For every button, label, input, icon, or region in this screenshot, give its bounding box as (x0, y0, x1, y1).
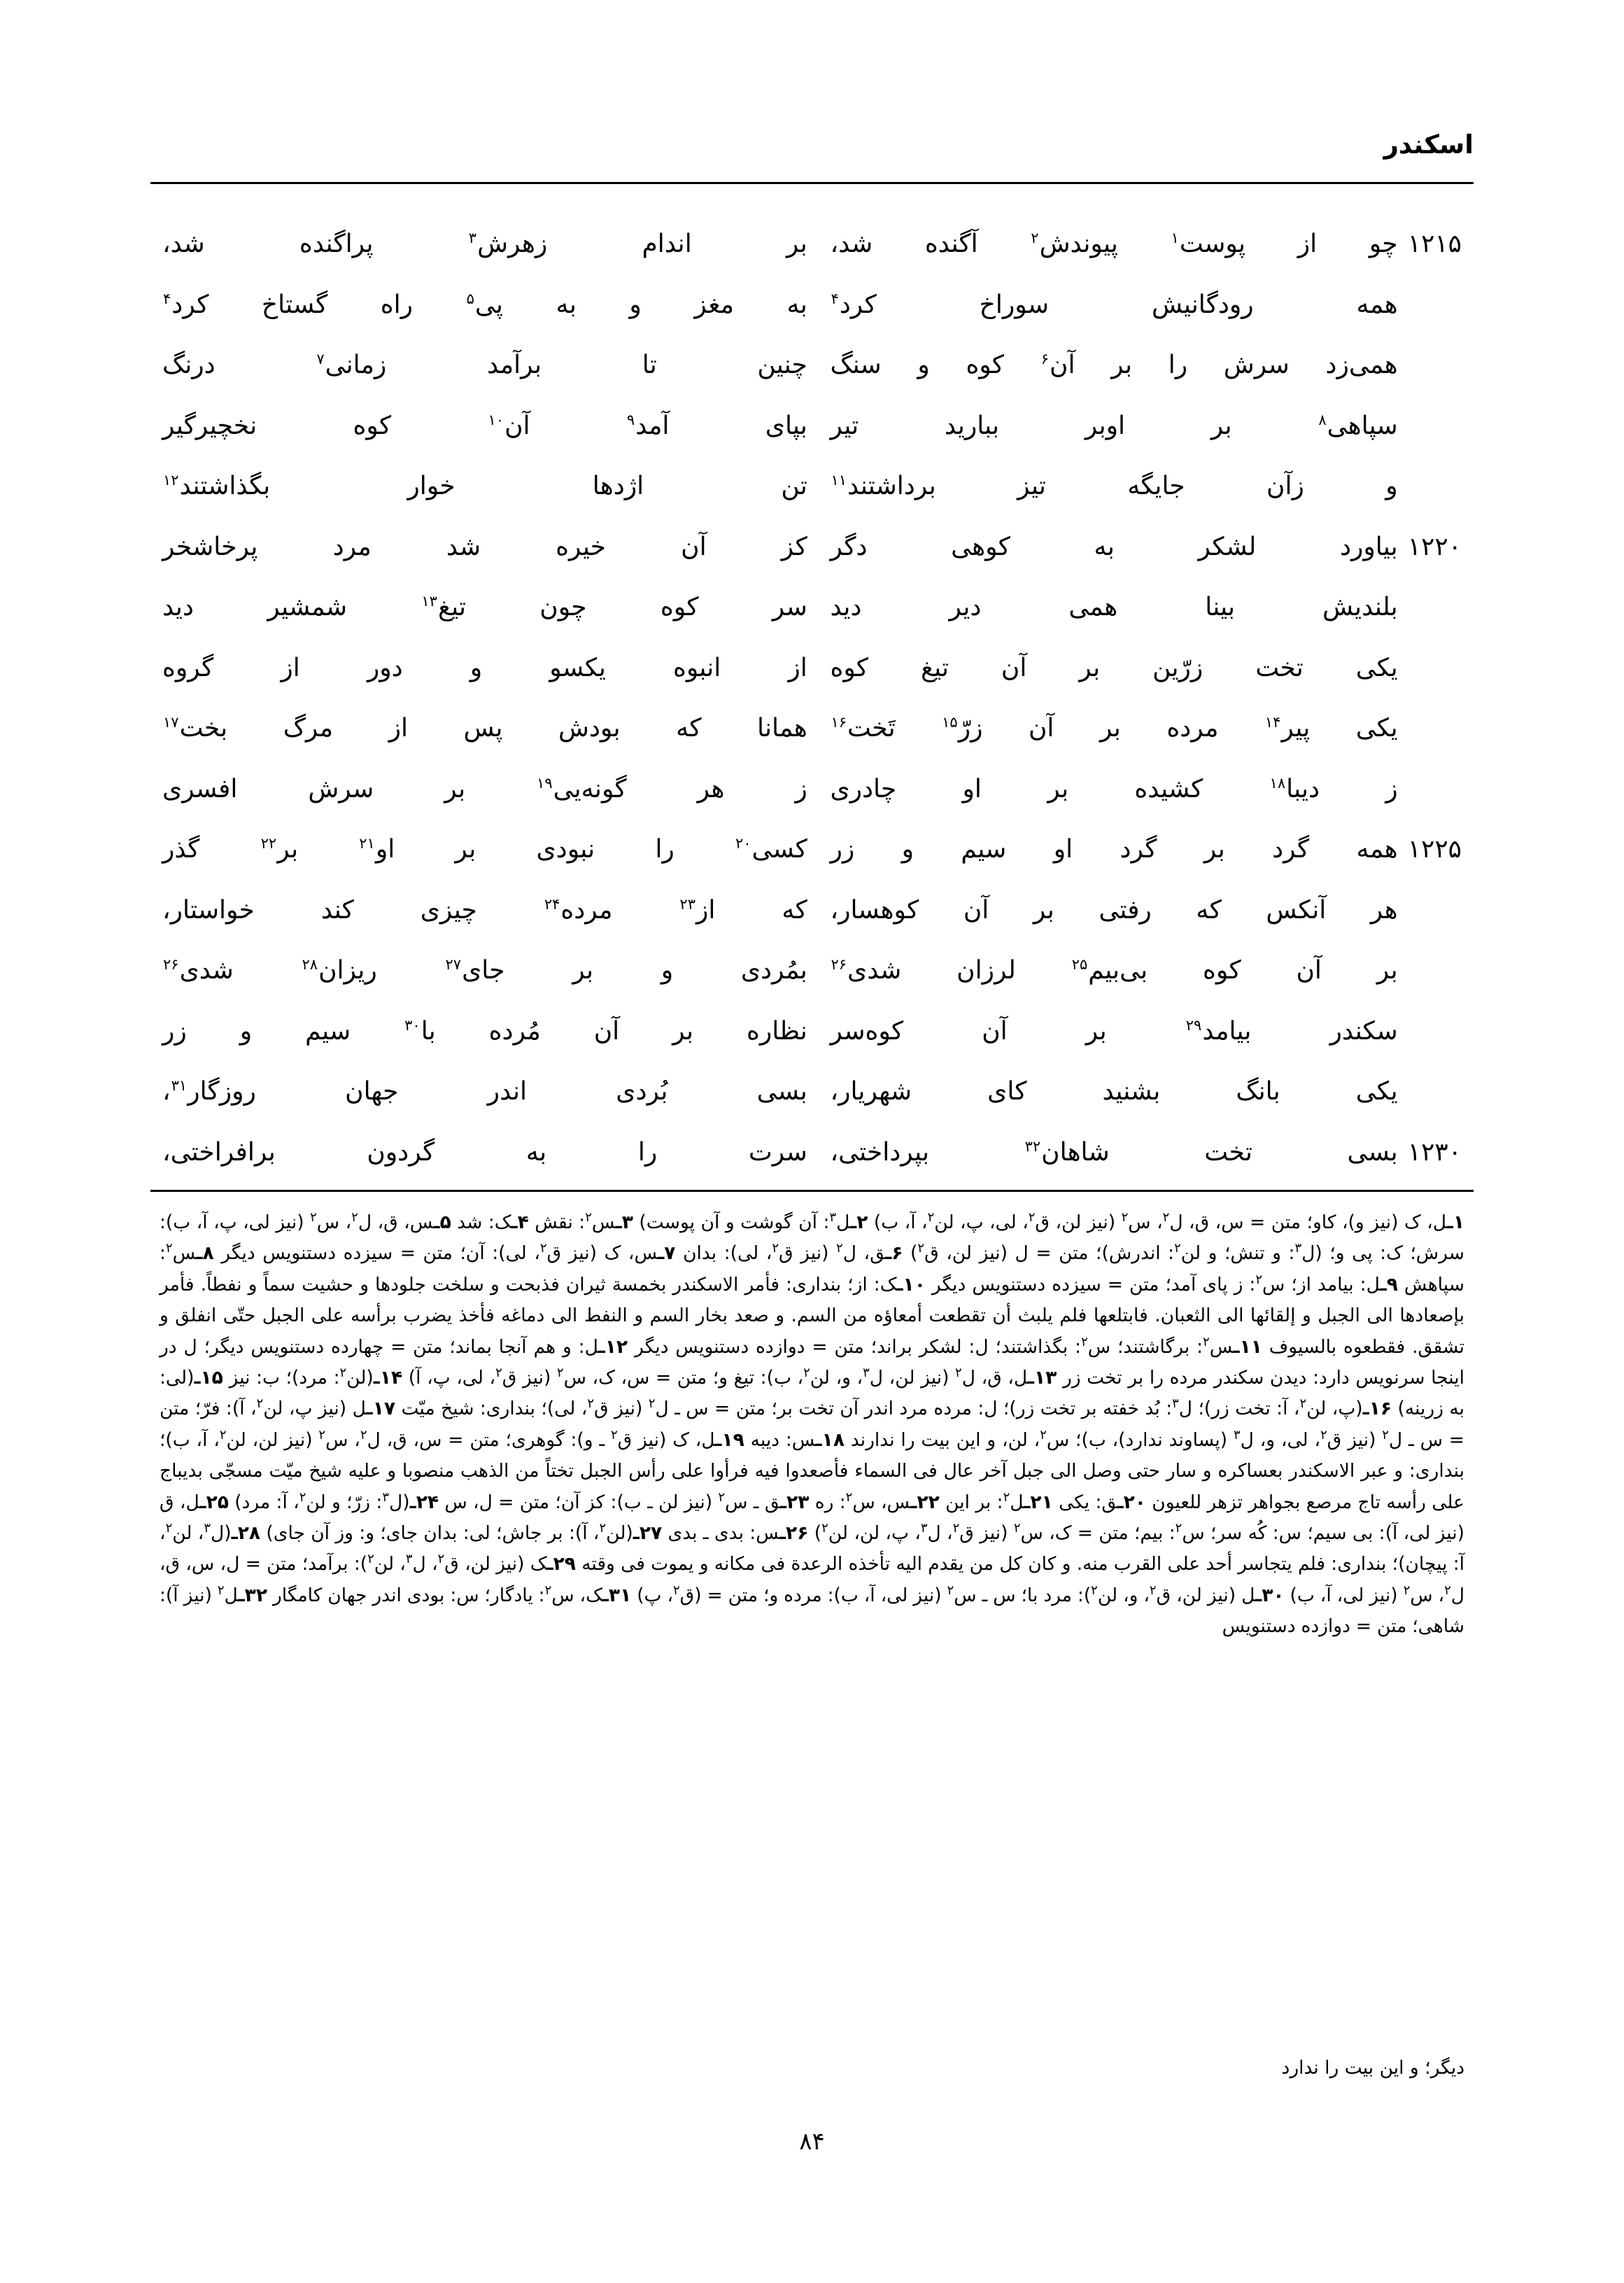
hemistich-right (819, 473, 1462, 500)
hemistich-text: ز دیبا$^{۱۸}$ کشیده بر او چادری (830, 774, 1398, 803)
header-rule (150, 182, 1474, 184)
hemistich-text: سکندر بیامد$^{۲۹}$ بر آن کوه‌سر (830, 1016, 1398, 1046)
verse-row (162, 473, 1462, 534)
hemistich-left (162, 715, 819, 742)
hemistich-left (162, 897, 819, 924)
hemistich-left (162, 292, 819, 318)
verse-row (162, 957, 1462, 1018)
verse-block (162, 230, 1462, 1167)
hemistich-text: و زآن جایگه تیز برداشتند$^{۱۱}$ (831, 472, 1398, 500)
hemistich-text: به مغز و به پی$^۵$ راه گستاخ کرد$^۴$ (163, 290, 807, 319)
hemistich-right (819, 836, 1462, 863)
hemistich-text: بمُردی و بر جای$^{۲۷}$ ریزان$^{۲۸}$ شدی$^{۲۶}$ (163, 956, 807, 985)
hemistich-right (819, 1079, 1462, 1105)
verse-number: ۱۲۲۵ (1407, 835, 1462, 864)
hemistich-text: سرت را به گردون برافراختی، (162, 1137, 807, 1167)
hemistich-left (162, 1139, 819, 1166)
hemistich-text: سر کوه چون تیغ$^{۱۳}$ شمشیر دید (162, 593, 807, 621)
verse-row (162, 776, 1462, 837)
hemistich-text: بر آن کوه بی‌بیم$^{۲۵}$ لرزان شدی$^{۲۶}$ (831, 956, 1398, 985)
hemistich-text: بلندیش بینا همی دیر دید (830, 593, 1398, 621)
verse-number: ۱۲۳۰ (1407, 1137, 1462, 1167)
hemistich-right (819, 1018, 1462, 1045)
verse-row (162, 1079, 1462, 1139)
hemistich-text: نظاره بر آن مُرده با$^{۳۰}$ سیم و زر (162, 1016, 807, 1046)
verse-row (162, 655, 1462, 716)
hemistich-left (162, 655, 819, 682)
hemistich-left (162, 836, 819, 863)
hemistich-left (162, 957, 819, 984)
hemistich-right (819, 655, 1462, 682)
hemistich-right (819, 715, 1462, 742)
hemistich-left (162, 776, 819, 803)
hemistich-right (819, 534, 1462, 561)
hemistich-text: یکی بانگ بشنید کای شهریار، (830, 1077, 1398, 1106)
hemistich-text: چنین تا برآمد زمانی$^۷$ درنگ (162, 351, 807, 379)
verse-row (162, 413, 1462, 474)
hemistich-left (162, 473, 819, 500)
verse-row (162, 897, 1462, 958)
verse-row (162, 292, 1462, 353)
hemistich-text: همه گرد بر گرد او سیم و زر (830, 835, 1398, 864)
hemistich-left (162, 413, 819, 440)
page-header (150, 129, 1474, 195)
hemistich-right (819, 292, 1462, 318)
hemistich-left (162, 231, 819, 258)
verse-number: ۱۲۲۰ (1407, 532, 1462, 561)
hemistich-right (819, 957, 1462, 984)
hemistich-left (162, 1018, 819, 1045)
hemistich-text: هر آنکس که رفتی بر آن کوهسار، (830, 895, 1398, 925)
verse-number: ۱۲۱۵ (1407, 230, 1462, 258)
hemistich-text: بر اندام زهرش$^۳$ پراگنده شد، (162, 230, 807, 258)
verse-row (162, 231, 1462, 292)
verse-row (162, 715, 1462, 776)
hemistich-text: ز هر گونه‌یی$^{۱۹}$ بر سرش افسری (162, 774, 807, 803)
hemistich-right (819, 776, 1462, 803)
hemistich-right (819, 231, 1462, 258)
hemistich-text: همی‌زد سرش را بر آن$^۶$ کوه و سنگ (830, 351, 1398, 379)
hemistich-right (819, 413, 1462, 440)
hemistich-left (162, 594, 819, 621)
hemistich-text: از انبوه یکسو و دور از گروه (162, 653, 807, 682)
hemistich-text: تن اژدها خوار بگذاشتند$^{۱۲}$ (163, 472, 807, 500)
hemistich-text: بسی تخت شاهان$^{۳۲}$ بپرداختی، (830, 1137, 1398, 1167)
verse-row (162, 1018, 1462, 1079)
hemistich-text: بسی بُردی اندر جهان روزگار$^{۳۱}$، (162, 1077, 807, 1106)
hemistich-text: که از$^{۲۳}$ مرده$^{۲۴}$ چیزی کند خواستار، (162, 895, 807, 925)
critical-apparatus: ۱ـل، ک (نیز و)، کاو؛ متن = س، ق، ل$^۲$، س$^۲$ (نیز لن، ق$^۲$، لی، پ، لن$^۲$، آ، ب) ۲ـل$^۳$: آن گوشت و آن پوست) ۳ـس$^۲$: نقش ۴ـک: شد ۵ـس، ق، ل$^۲$، س$^۲$ (نیز لی، پ، آ، ب): سرش؛ ک: پی و؛ (ل$^۳$: و تنش؛ و لن$^۲$: اندرش)؛ متن = ل (نیز لن، ق$^۲$) ۶ـق، ل$^۲$ (نیز ق$^۲$، لی): بدان ۷ـس، ک (نیز ق$^۲$، لی): آن؛ متن = سیزده دستنویس دیگر ۸ـس$^۲$: سپاهش ۹ـل: بیامد از؛ س$^۲$: ز پای آمد؛ متن = سیزده دستنویس دیگر ۱۰ـک: از؛ بنداری: فأمر الاسکندر بخمسة ثیران فذبحت و سلخت جلودها و حشیت سماً و نفطاً. فأمر بإصعادها الی الجبل و إلقائها الی الثعبان. فابتلعها فلم یلبث أن تقطعت أمعاؤه من السم. و صعد بخار السم و النفط الی دماغه فأخذ یضرب برأسه علی الجبل حتّی انفلق و تشقق. فقطعوه بالسیوف ۱۱ـس$^۲$: برگاشتند؛ س$^۲$: بگذاشتند؛ ل: لشکر براند؛ متن = دوازده دستنویس دیگر ۱۲ـل: و هم آنجا بماند؛ متن = چهارده دستنویس دیگر؛ ل در اینجا سرنویس دارد: دیدن سکندر مرده را بر تخت زر ۱۳ـل، ق، ل$^۲$ (نیز لن، ل$^۳$، و، لن$^۲$، ب): تیغ و؛ متن = س، ک، س$^۲$ (نیز ق$^۲$، لی، پ، آ) ۱۴ـ(لن$^۲$: مرد)؛ ب: نیز ۱۵ـ(لی: به زرینه) ۱۶ـ(پ، لن$^۲$، آ: تخت زر)؛ ل$^۳$: بُد خفته بر تخت زر)؛ ل: مرده مرد اندر آن تخت بر؛ متن = س ـ ل$^۲$ (نیز ق$^۲$، لی)؛ بنداری: شیخ میّت ۱۷ـل (نیز پ، لن$^۲$، آ): فرّ؛ متن = س ـ ل$^۲$ (نیز ق$^۲$، لی، و، ل$^۳$ (پساوند ندارد)، ب)؛ س$^۲$، لن، و این بیت را ندارند ۱۸ـس: دیبه ۱۹ـل، ک (نیز ق$^۲$ ـ و): گوهری؛ متن = س، ق، ل$^۲$، س$^۲$ (نیز لن، لن$^۲$، آ، ب)؛ بنداری: و عبر الاسکندر بعساکره و سار حتی وصل الی جبل آخر عال فی السماء فأصعدوا فیه فرأوا علی رأس الجبل تختاً من الذهب منصوبا و علیه شیخ میّت مسجّی بدیباج علی رأسه تاج مرصع بجواهر تزهر للعیون ۲۰ـق: یکی ۲۱ـل$^۲$: بر این ۲۲ـس، س$^۲$: ره ۲۳ـق ـ س$^۲$ (نیز لن ـ ب): کز آن؛ متن = ل، س ۲۴ـ(ل$^۳$: زرّ؛ و لن$^۲$، آ: مرد) ۲۵ـل، ق (نیز لی، آ): بی سیم؛ س: کُه سر؛ س$^۲$: بیم؛ متن = ک، س$^۲$ (نیز ق$^۲$، ل$^۳$، پ، لن، لن$^۲$) ۲۶ـس: بدی ـ بدی ۲۷ـ(لن$^۲$، آ): بر جاش؛ لی: بدان جای؛ و: وز آن جای) ۲۸ـ(ل$^۳$، لن$^۲$، آ: پیچان)؛ بنداری: فلم یتجاسر أحد علی القرب منه. و کان کل من یقدم الیه تأخذه الرعدة فی مکانه و یموت فی وقته ۲۹ـک (نیز لن، ق$^۲$، ل$^۳$، لن$^۲$): برآمد؛ متن = ل، س، ق، ل$^۲$، س$^۲$ (نیز لی، آ، ب) ۳۰ـل (نیز لن، ق$^۲$، و، لن$^۲$): مرد با؛ س ـ س$^۲$ (نیز لی، آ، ب): مرده و؛ متن = (ق$^۲$، پ) ۳۱ـک، س$^۲$: یادگار؛ س: بودی اندر جهان کامگار ۳۲ـل$^۲$ (نیز آ): شاهی؛ متن = دوازده دستنویس (160, 1210, 1465, 1638)
apparatus-last-line: دیگر؛ و این بیت را ندارد (1281, 2057, 1464, 2079)
hemistich-text: بپای آمد$^۹$ آن$^{۱۰}$ کوه نخچیرگیر (162, 411, 807, 440)
hemistich-left (162, 1079, 819, 1105)
hemistich-text: کز آن خیره شد مرد پرخاشخر (162, 532, 807, 561)
hemistich-left (162, 352, 819, 379)
verse-row (162, 534, 1462, 595)
hemistich-text: همه رودگانیش سوراخ کرد$^۴$ (831, 290, 1398, 319)
verse-row (162, 594, 1462, 655)
hemistich-right (819, 897, 1462, 924)
hemistich-text: چو از پوست$^۱$ پیوندش$^۲$ آگنده شد، (830, 230, 1398, 258)
running-head: اسکندر (1383, 129, 1474, 160)
verse-row (162, 836, 1462, 897)
hemistich-text: بیاورد لشکر به کوهی دگر (830, 532, 1398, 561)
hemistich-text: یکی تخت زرّین بر آن تیغ کوه (830, 653, 1398, 682)
hemistich-text: کسی$^{۲۰}$ را نبودی بر او$^{۲۱}$ بر$^{۲۲}$ گذر (162, 835, 807, 864)
folio-number: ۸۴ (799, 2128, 825, 2156)
hemistich-text: یکی پیر$^{۱۴}$ مرده بر آن زرّ$^{۱۵}$ تَخت$^{۱۶}$ (831, 714, 1398, 743)
hemistich-text: همانا که بودش پس از مرگ بخت$^{۱۷}$ (163, 714, 807, 743)
hemistich-right (819, 1139, 1462, 1166)
hemistich-text: سپاهی$^۸$ بر اوبر ببارید تیر (830, 411, 1398, 440)
hemistich-right (819, 594, 1462, 621)
hemistich-right (819, 352, 1462, 379)
hemistich-left (162, 534, 819, 561)
verse-row (162, 352, 1462, 413)
apparatus-rule (150, 1190, 1474, 1192)
